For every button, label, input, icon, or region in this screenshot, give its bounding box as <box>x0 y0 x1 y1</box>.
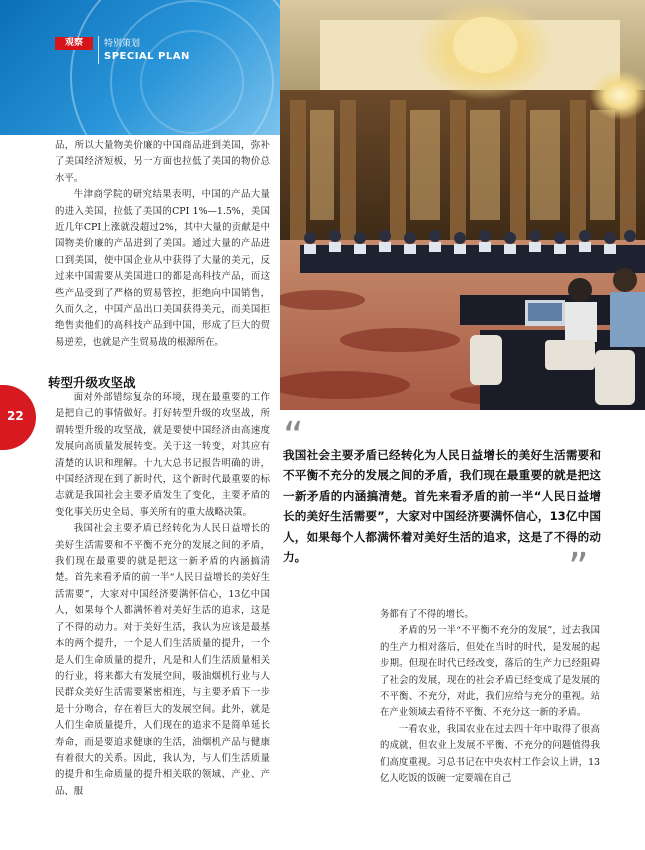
quote-close-mark: ” <box>568 545 589 591</box>
paragraph: 我国社会主要矛盾已经转化为人民日益增长的美好生活需要和不平衡不充分的发展之间的矛盾，我们现在最重要的就是把这一新矛盾的内涵搞清楚。首先来看矛盾的前一半“人民日益增长的美好生活需要”，大家对中国经济要满怀信心，13亿中国人，如果每个人都满怀着对美好生活的追求，这是了不得的动力。对于美好生活，我认为应该是最基本的两个提升，一个是人们生活质量的提升，一个是人们生命质量的提升，凡是和人们生活质量相关的行业，将来都大有发展空间，吸油烟机行业与人民群众美好生活需要紧密相连，与主要矛盾下一步是十分吻合，存在着巨大的发展空间。此外，就是人们生命质量提升，人们现在的追求不是简单延长寿命，而是要追求健康的生活，油烟机产品与健康有着很大的关系。因此，我认为，与人们生活质量的提升和生命质量的提升相关联的领域、产业、产品、服 <box>55 523 270 797</box>
right-column <box>380 607 600 787</box>
header-divider <box>98 36 99 64</box>
left-column-upper <box>55 138 270 351</box>
column-badge: 观察 <box>55 37 93 50</box>
paragraph: 品，所以大量物美价廉的中国商品进到美国，弥补了美国经济短板，另一方面也拉低了美国的物价总水平。 <box>55 140 270 184</box>
pull-quote: 我国社会主要矛盾已经转化为人民日益增长的美好生活需要和不平衡不充分的发展之间的矛盾，我们现在最重要的就是把这一新矛盾的内涵搞清楚。首先来看矛盾的前一半“人民日益增长的美好生活需要”，大家对中国经济要满怀信心，13亿中国人，如果每个人都满怀着对美好生活的追求，这是了不得的动力。 <box>283 448 601 565</box>
page-number: 22 <box>7 409 24 423</box>
decorative-ring <box>140 30 244 134</box>
quote-open-mark: “ <box>283 414 304 460</box>
paragraph: 务都有了不得的增长。 <box>380 609 474 620</box>
paragraph: 面对外部错综复杂的环境，现在最重要的工作是把自己的事情做好。打好转型升级的攻坚战，所谓转型升级的攻坚战，就是要使中国经济由高速度发展向高质量发展转变。关于这一转变，对其应有清楚的认识和理解。十九大总书记报告明确的讲，中国经济现在到了新时代，这个新时代最重要的标志就是我国社会主要矛盾发生了变化，主要矛盾的变化事关历史全局、事关所有的重大战略决策。 <box>55 392 270 518</box>
conference-photo <box>280 0 645 410</box>
section-subheading: 转型升级攻坚战 <box>48 375 136 390</box>
paragraph: 一看农业，我国农业在过去四十年中取得了很高的成就，但农业上发展不平衡、不充分的问题值得我们高度重视。习总书记在中央农村工作会议上讲，13亿人吃饭的饭碗一定要端在自己 <box>380 723 600 785</box>
left-column-lower <box>55 390 270 800</box>
section-title-en: SPECIAL PLAN <box>104 51 190 62</box>
paragraph: 矛盾的另一半“不平衡不充分的发展”，过去我国的生产力相对落后，但处在当时的时代，是发展的起步期。但现在时代已经改变，落后的生产力已经阻碍了社会的发展，现在的社会矛盾已经变成了是发展的不平衡、不充分，对此，我们应给与充分的重视。站在产业领域去看待不平衡、不充分这一新的矛盾。 <box>380 625 600 719</box>
section-title-cn: 特别策划 <box>104 39 141 49</box>
paragraph: 牛津商学院的研究结果表明，中国的产品大量的进入美国，拉低了美国的CPI 1%—1.5%，美国近几年CPI上涨就没超过2%，其中大量的贡献是中国物美价廉的产品进到了美国。通过大量的产品进口到美国，使中国企业从中获得了大量的美元，反过来中国需要从美国进口的都是高科技产品，而这些产品受到了严格的贸易管控，拒绝向中国销售，久而久之，中国产品出口美国获得美元，而美国拒绝售卖他们的高科技产品到中国，形成了巨大的贸易逆差，也就是产生贸易战的根源所在。 <box>55 189 270 348</box>
header-band <box>0 0 280 135</box>
